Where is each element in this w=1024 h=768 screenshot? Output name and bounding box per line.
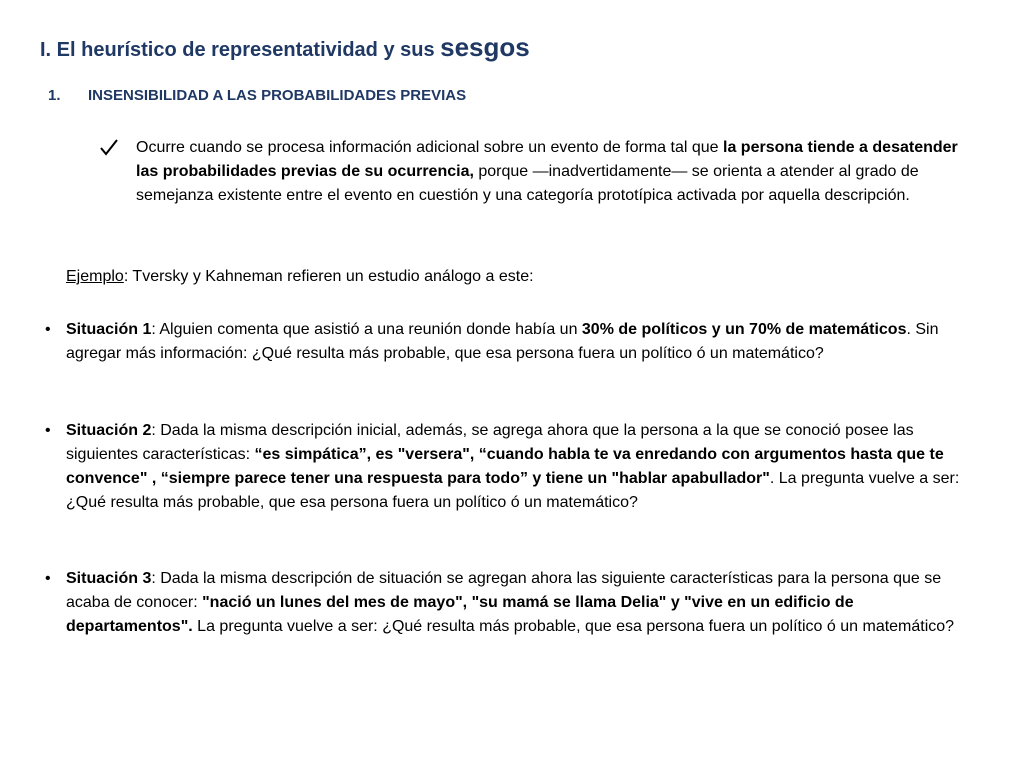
situation-3-text-bold: "nació un lunes del mes de mayo", "su mamá se llama Delia" y "vive en un edificio de departamentos". bbox=[66, 594, 854, 635]
bullet-icon: • bbox=[45, 422, 51, 439]
bullet-icon: • bbox=[45, 570, 51, 587]
definition-text-a: Ocurre cuando se procesa información adicional sobre un evento de forma tal que bbox=[136, 139, 724, 156]
situation-3 bbox=[66, 567, 966, 639]
title-big: sesgos bbox=[440, 32, 530, 62]
title-main: I. El heurístico de representatividad y sus bbox=[40, 39, 441, 61]
definition-paragraph bbox=[136, 136, 978, 208]
situation-3-text-a: : Dada la misma descripción de situación se agregan ahora las siguiente características para la persona que se acaba de conocer: bbox=[66, 570, 942, 611]
example-paragraph bbox=[66, 265, 966, 289]
situation-1-text-c: . Sin agregar más información: ¿Qué resulta más probable, que esa persona fuera un político ó un matemático? bbox=[66, 321, 939, 362]
section-label: INSENSIBILIDAD A LAS PROBABILIDADES PREVIAS bbox=[88, 87, 467, 104]
situation-1-text-bold: 30% de políticos y un 70% de matemáticos bbox=[581, 321, 907, 338]
section-number: 1. bbox=[48, 87, 61, 104]
checkmark-icon bbox=[99, 138, 119, 156]
situation-2-label: Situación 2 bbox=[66, 422, 152, 439]
example-label: Ejemplo bbox=[66, 268, 124, 285]
bullet-icon: • bbox=[45, 321, 51, 338]
section-heading bbox=[48, 87, 466, 104]
definition-text-c: porque —inadvertidamente— se orienta a atender al grado de semejanza existente entre el evento en cuestión y una categoría prototípica activada por aquella descripción. bbox=[136, 163, 919, 204]
example-text: : Tversky y Kahneman refieren un estudio análogo a este: bbox=[123, 268, 534, 285]
definition-text-bold: la persona tiende a desatender las probabilidades previas de su ocurrencia, bbox=[136, 139, 958, 180]
situation-2-text-c: . La pregunta vuelve a ser: ¿Qué resulta más probable, que esa persona fuera un político ó un matemático? bbox=[66, 470, 960, 511]
situation-1-text-a: : Alguien comenta que asistió a una reunión donde había un bbox=[151, 321, 582, 338]
slide-title bbox=[40, 32, 530, 63]
situation-2-text-a: : Dada la misma descripción inicial, además, se agrega ahora que la persona a la que se conoció posee las siguientes características: bbox=[66, 422, 914, 463]
situation-1 bbox=[66, 318, 966, 366]
situation-1-label: Situación 1 bbox=[66, 321, 152, 338]
situation-2-text-bold: “es simpática”, es "versera", “cuando habla te va enredando con argumentos hasta que te convence" , “siempre parece tener una respuesta para todo” y tiene un "hablar apabullador" bbox=[66, 446, 944, 487]
situation-3-text-c: La pregunta vuelve a ser: ¿Qué resulta más probable, que esa persona fuera un político ó un matemático? bbox=[192, 618, 955, 635]
situation-2 bbox=[66, 419, 966, 515]
situation-3-label: Situación 3 bbox=[66, 570, 152, 587]
